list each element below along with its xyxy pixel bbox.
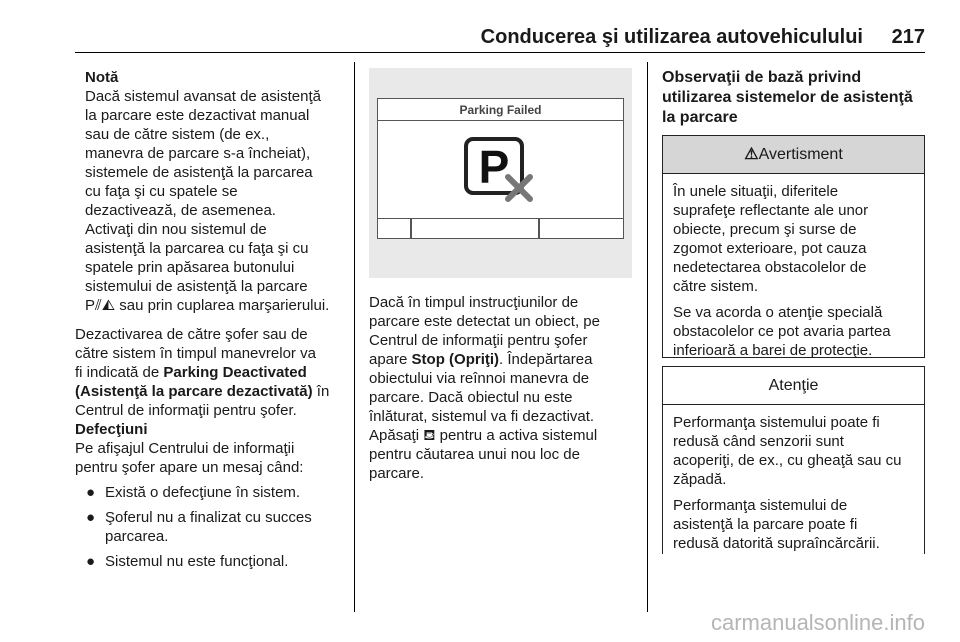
footer-divider (410, 219, 412, 238)
list-item-text: parcarea. (105, 528, 169, 545)
paragraph-line: parcare. Dacă obiectul nu este (369, 389, 573, 406)
text-span: apare (369, 351, 412, 368)
page-header (75, 26, 925, 52)
paragraph-line (369, 350, 631, 369)
warning-header (663, 136, 924, 174)
text-line: asistenţă la parcare poate fi (673, 516, 858, 533)
paragraph-line: Apăsaţi ⛾ pentru a activa sistemul (369, 427, 598, 444)
column-left (75, 68, 345, 577)
warning-body (663, 174, 924, 370)
text-line: acoperiţi, de ex., cu gheaţă sau cu (673, 452, 902, 469)
warning-box (662, 135, 925, 358)
paragraph-line: Centrul de informaţii pentru şofer (369, 332, 588, 349)
list-item-text: Sistemul nu este funcţional. (105, 553, 289, 570)
screen-title: Parking Failed (378, 99, 623, 121)
warning-paragraph (673, 182, 914, 296)
warning-icon: ⚠ (744, 146, 759, 163)
parking-failed-icon (464, 137, 536, 203)
paragraph-line: Dacă în timpul instrucţiunilor de (369, 294, 579, 311)
text-line: Performanţa sistemului de (673, 497, 848, 514)
note-line: P⫽◭ sau prin cuplarea marşarierului. (85, 297, 330, 314)
title-line: la parcare (662, 109, 738, 126)
note-line: la parcare este dezactivat manual (85, 107, 310, 124)
text-line: inferioară a barei de protecţie. (673, 342, 873, 359)
note-line: Dacă sistemul avansat de asistenţă (85, 88, 321, 105)
list-item (75, 483, 345, 502)
faults-list (75, 483, 345, 571)
paragraph-line (75, 363, 345, 382)
list-item (75, 552, 345, 571)
paragraph-line: Centrul de informaţii pentru şofer. (75, 402, 297, 419)
text-span: în (312, 383, 330, 400)
warning-paragraph (673, 303, 914, 360)
text-line: zgomot exterioare, pot cauza (673, 240, 867, 257)
list-item-text: Există o defecţiune în sistem. (105, 484, 301, 501)
text-line: obiecte, precum şi surse de (673, 221, 857, 238)
list-item (75, 508, 345, 546)
title-line: Observaţii de bază privind (662, 69, 862, 86)
screen-footer (378, 218, 623, 238)
paragraph-line: Dezactivarea de către şofer sau de (75, 326, 308, 343)
page-number: 217 (891, 26, 925, 48)
faults-title: Defecţiuni (75, 421, 148, 438)
text-line: zăpadă. (673, 471, 727, 488)
parking-failed-figure (369, 68, 632, 278)
text-line: obstacolelor ce pot avaria partea (673, 323, 891, 340)
header-rule (75, 52, 925, 53)
caution-paragraph (673, 413, 914, 489)
note-line: sistemului de asistenţă la parcare (85, 278, 308, 295)
paragraph-line: obiectului via reînnoi manevra de (369, 370, 590, 387)
column-divider-1 (354, 62, 355, 612)
caution-title: Atenţie (768, 377, 819, 394)
note-line: spatele prin apăsarea butonului (85, 259, 295, 276)
column-right (662, 68, 925, 128)
paragraph-line: înlăturat, sistemul va fi dezactivat. (369, 408, 595, 425)
display-screen (377, 98, 624, 239)
note-line: sistemele de asistenţă la parcarea (85, 164, 313, 181)
text-span: . Îndepărtarea (499, 351, 593, 368)
text-line: Se va acorda o atenţie specială (673, 304, 883, 321)
paragraph-line (75, 382, 345, 401)
svg-text:P: P (478, 141, 510, 193)
paragraph-line: pentru şofer apare un mesaj când: (75, 459, 304, 476)
message-stop: Stop (Opriţi) (411, 351, 500, 368)
message-parking-deactivated: Parking Deactivated (163, 364, 307, 381)
footer-divider (538, 219, 540, 238)
note-block (75, 68, 345, 315)
text-line: suprafeţe reflectante ale unor (673, 202, 869, 219)
text-line: către sistem. (673, 278, 759, 295)
caution-body (663, 405, 924, 563)
text-line: nedetectarea obstacolelor de (673, 259, 867, 276)
column-divider-2 (647, 62, 648, 612)
bullet-icon: ● (86, 484, 96, 501)
bullet-icon: ● (86, 509, 96, 526)
title-line: utilizarea sistemelor de asistenţă (662, 89, 913, 106)
paragraph-line: parcare. (369, 465, 425, 482)
paragraph-line: Pe afişajul Centrului de informaţii (75, 440, 295, 457)
paragraph-line: către sistem în timpul manevrelor va (75, 345, 316, 362)
note-line: asistenţă la parcarea cu faţa şi cu (85, 240, 309, 257)
list-item-text: Şoferul nu a finalizat cu succes (105, 509, 312, 526)
note-line: dezactivează, de asemenea. (85, 202, 276, 219)
note-title: Notă (85, 69, 119, 86)
text-line: În unele situaţii, diferitele (673, 183, 839, 200)
caution-header (663, 367, 924, 405)
watermark: carmanualsonline.info (710, 610, 925, 635)
column-middle (369, 293, 631, 483)
deactivation-paragraph (75, 325, 345, 420)
text-line: redusă când senzorii sunt (673, 433, 844, 450)
header-title: Conducerea şi utilizarea autovehiculului (480, 26, 863, 48)
caution-box (662, 366, 925, 554)
text-line: redusă datorită supraîncărcării. (673, 535, 880, 552)
note-line: Activaţi din nou sistemul de (85, 221, 267, 238)
section-title (662, 68, 925, 128)
paragraph-line: parcare este detectat un obiect, pe (369, 313, 600, 330)
caution-paragraph (673, 496, 914, 553)
note-line: sau de către sistem (de ex., (85, 126, 270, 143)
paragraph-line: pentru căutarea unui nou loc de (369, 446, 580, 463)
note-line: manevra de parcare s-a încheiat), (85, 145, 311, 162)
bullet-icon: ● (86, 553, 96, 570)
message-parking-deactivated-ro: (Asistenţă la parcare dezactivată) (75, 383, 313, 400)
warning-title: Avertisment (758, 146, 843, 163)
text-line: Performanţa sistemului poate fi (673, 414, 880, 431)
note-line: cu faţa şi cu spatele se (85, 183, 238, 200)
text-span: fi indicată de (75, 364, 164, 381)
